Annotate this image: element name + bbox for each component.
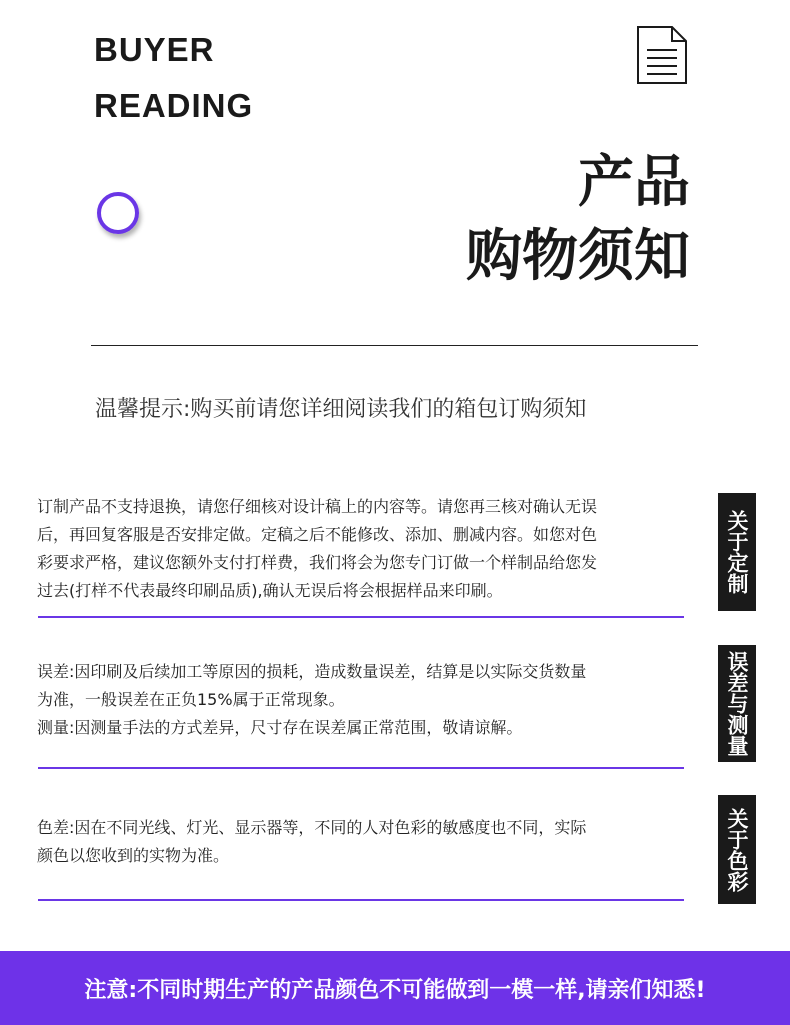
paragraph-line: 彩要求严格，建议您额外支付打样费，我们将会为您专门订做一个样制品给您发 bbox=[37, 553, 598, 572]
reading-tip: 温馨提示:购买前请您详细阅读我们的箱包订购须知 bbox=[95, 397, 587, 422]
page-title-line-2: 购物须知 bbox=[466, 224, 690, 289]
paragraph-line: 订制产品不支持退换，请您仔细核对设计稿上的内容等。请您再三核对确认无误 bbox=[37, 497, 598, 516]
paragraph-line: 后，再回复客服是否安排定做。定稿之后不能修改、添加、删减内容。如您对色 bbox=[37, 525, 598, 544]
paragraph-line: 误差:因印刷及后续加工等原因的损耗，造成数量误差，结算是以实际交货数量 bbox=[37, 662, 587, 681]
section-divider bbox=[38, 899, 684, 901]
section-color-text bbox=[37, 814, 693, 870]
section-tag-customization: 关于定制 bbox=[718, 493, 756, 611]
decorative-ring bbox=[97, 192, 139, 234]
paragraph-line: 过去(打样不代表最终印刷品质),确认无误后将会根据样品来印刷。 bbox=[37, 581, 503, 600]
header-divider bbox=[91, 345, 698, 346]
eyebrow-title bbox=[94, 22, 253, 134]
paragraph-line: 色差:因在不同光线、灯光、显示器等，不同的人对色彩的敏感度也不同，实际 bbox=[37, 818, 587, 837]
paragraph-line: 颜色以您收到的实物为准。 bbox=[37, 846, 230, 865]
notice-banner bbox=[0, 951, 790, 1025]
page-title bbox=[466, 146, 690, 294]
paragraph-line: 测量:因测量手法的方式差异，尺寸存在误差属正常范围，敬请谅解。 bbox=[37, 718, 523, 737]
notice-text: 注意:不同时期生产的产品颜色不可能做到一模一样,请亲们知悉! bbox=[84, 977, 706, 1003]
section-divider bbox=[38, 616, 684, 618]
page-title-line-1: 产品 bbox=[578, 150, 690, 215]
section-error-text bbox=[37, 658, 693, 742]
section-divider bbox=[38, 767, 684, 769]
eyebrow-line-1: BUYER bbox=[94, 31, 215, 68]
section-tag-color: 关于色彩 bbox=[718, 795, 756, 904]
document-icon bbox=[636, 26, 688, 84]
eyebrow-line-2: READING bbox=[94, 87, 254, 124]
section-customization-text bbox=[37, 493, 693, 605]
section-tag-error-measurement: 误差与测量 bbox=[718, 645, 756, 762]
paragraph-line: 为准，一般误差在正负15%属于正常现象。 bbox=[37, 690, 345, 709]
